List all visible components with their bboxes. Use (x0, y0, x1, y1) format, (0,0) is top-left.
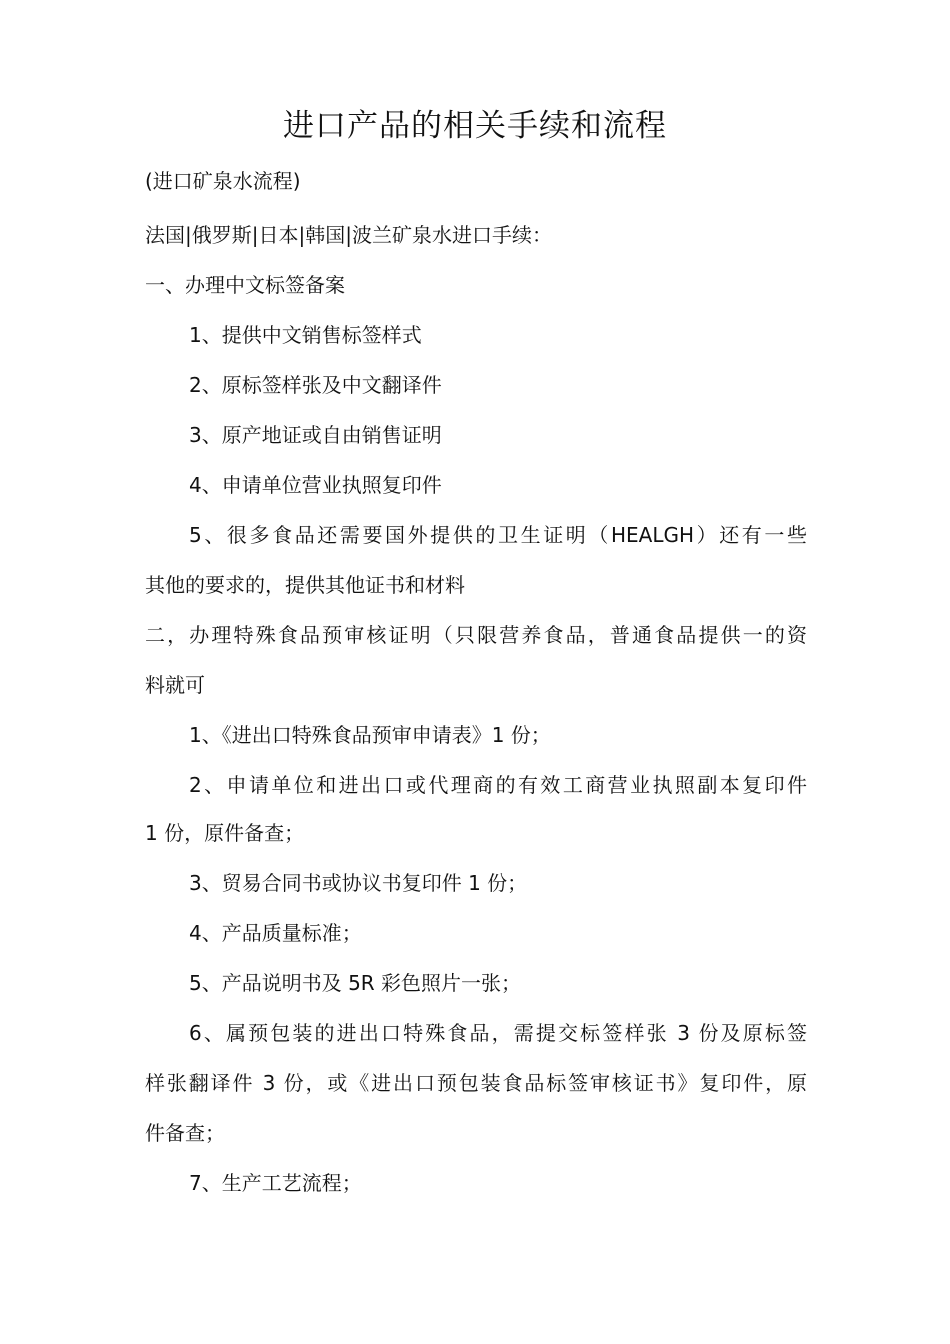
section1-item: 1、提供中文销售标签样式 (189, 323, 422, 347)
subtitle: (进口矿泉水流程) (145, 169, 301, 193)
section2-item: 3、贸易合同书或协议书复印件 1 份； (189, 871, 528, 895)
section2-item: 4、产品质量标准； (189, 921, 362, 945)
section1-item: 4、申请单位营业执照复印件 (189, 473, 442, 497)
section1-item-continuation: 其他的要求的，提供其他证书和材料 (145, 573, 465, 597)
section2-heading-continuation: 料就可 (145, 673, 205, 697)
section2-heading: 二，办理特殊食品预审核证明（只限营养食品，普通食品提供一的资 (145, 623, 807, 647)
section2-item-continuation: 1 份，原件备查； (145, 821, 305, 845)
intro-line: 法国|俄罗斯|日本|韩国|波兰矿泉水进口手续： (145, 223, 552, 247)
section2-item: 5、产品说明书及 5R 彩色照片一张； (189, 971, 522, 995)
section1-item: 2、原标签样张及中文翻译件 (189, 373, 442, 397)
section2-item: 2、申请单位和进出口或代理商的有效工商营业执照副本复印件 (189, 773, 807, 797)
section2-item-continuation: 样张翻译件 3 份，或《进出口预包装食品标签审核证书》复印件，原 (145, 1071, 807, 1095)
page-title: 进口产品的相关手续和流程 (283, 108, 667, 144)
section2-item: 1、《进出口特殊食品预审申请表》1 份； (189, 723, 551, 747)
section2-item: 6、属预包装的进出口特殊食品，需提交标签样张 3 份及原标签 (189, 1021, 807, 1045)
section1-item: 3、原产地证或自由销售证明 (189, 423, 442, 447)
section1-heading: 一、办理中文标签备案 (145, 273, 345, 297)
section2-item: 7、生产工艺流程； (189, 1171, 362, 1195)
section1-item: 5、很多食品还需要国外提供的卫生证明（HEALGH）还有一些 (189, 523, 807, 547)
section2-item-continuation: 件备查； (145, 1121, 225, 1145)
